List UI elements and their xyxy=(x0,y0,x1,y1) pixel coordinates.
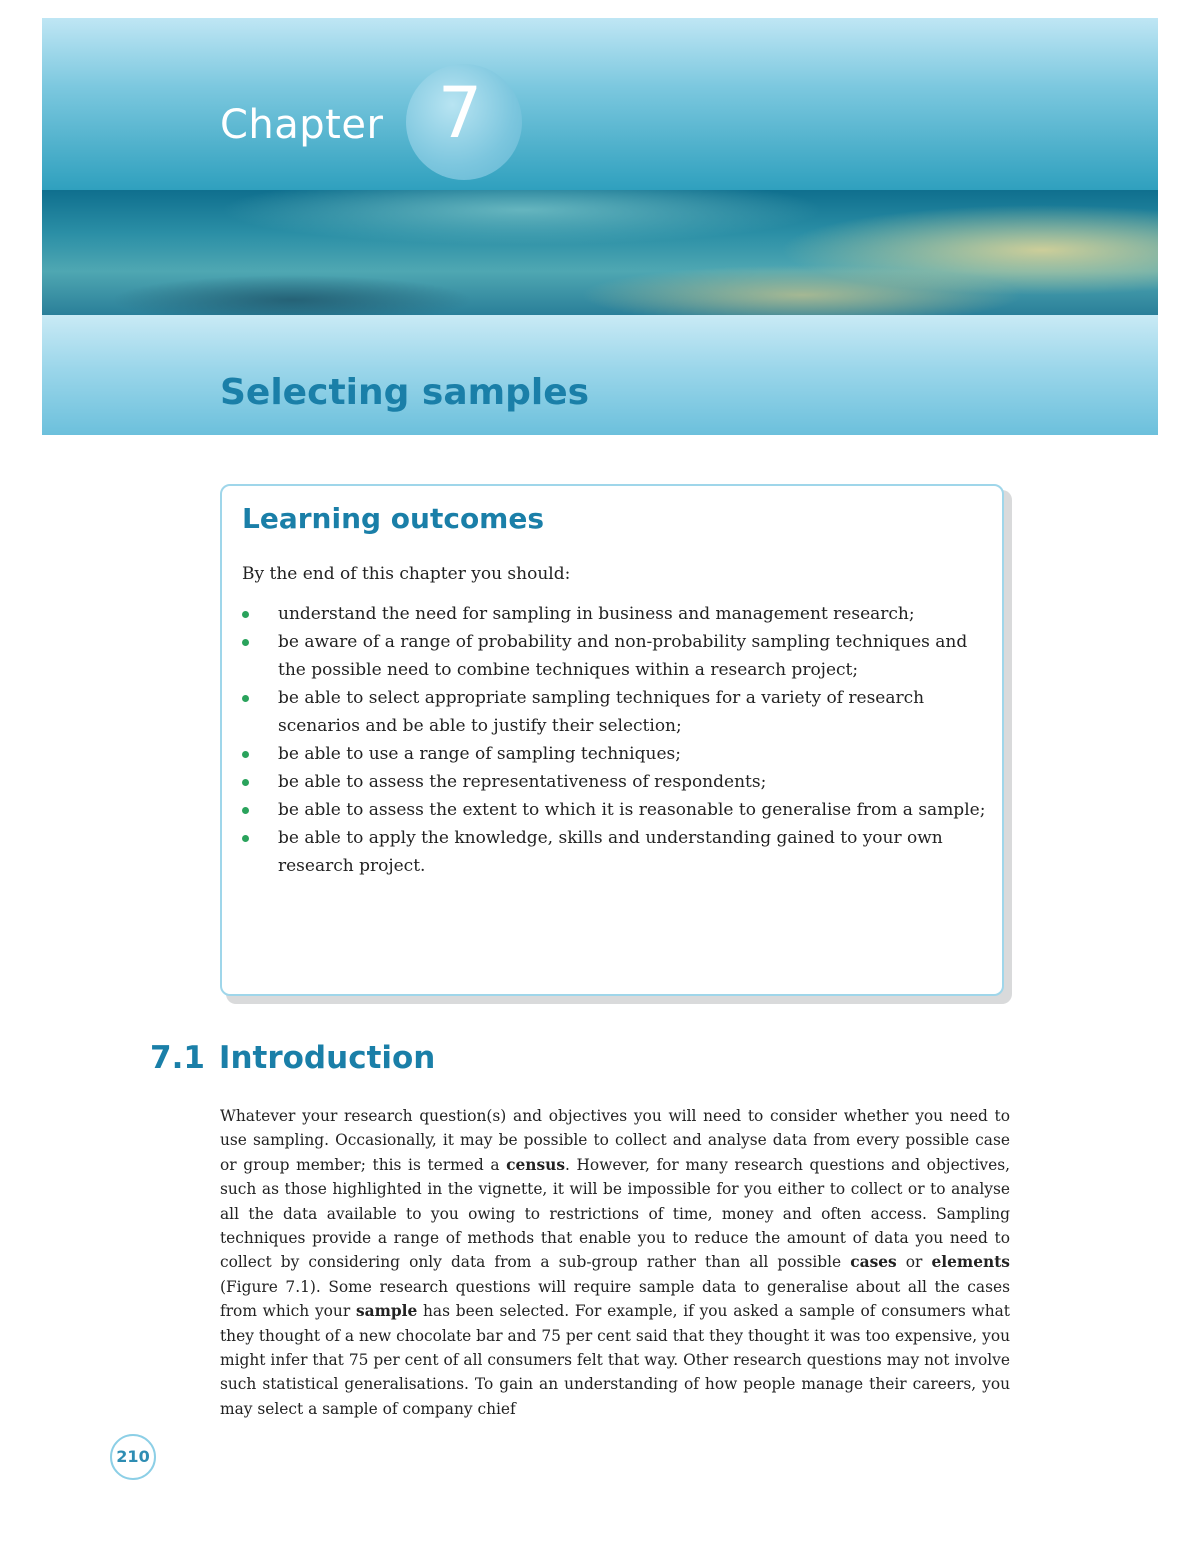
key-term-census: census xyxy=(506,1155,565,1174)
list-item xyxy=(242,684,992,740)
list-item-text: be able to use a range of sampling techniques; xyxy=(278,744,681,764)
key-term-elements: elements xyxy=(931,1253,1010,1272)
list-item-text: understand the need for sampling in business and management research; xyxy=(278,604,915,624)
bullet-icon xyxy=(242,639,249,646)
bullet-icon xyxy=(242,695,249,702)
learning-outcomes-intro: By the end of this chapter you should: xyxy=(242,564,571,584)
key-term-sample: sample xyxy=(355,1302,418,1321)
learning-outcomes-title: Learning outcomes xyxy=(242,502,545,535)
bullet-icon xyxy=(242,807,249,814)
text-run: or xyxy=(896,1253,932,1272)
chapter-label: Chapter xyxy=(220,102,384,148)
bullet-icon xyxy=(242,611,249,618)
list-item xyxy=(242,600,992,628)
chapter-header-band xyxy=(42,18,1158,190)
list-item-text: be able to select appropriate sampling techniques for a variety of research scenarios and be able to justify their selection; xyxy=(278,688,925,736)
learning-outcomes-list xyxy=(242,600,992,880)
section-title: Introduction xyxy=(218,1040,436,1076)
body-paragraph xyxy=(220,1104,1010,1421)
chapter-title-band xyxy=(42,315,1158,435)
list-item xyxy=(242,740,992,768)
section-number: 7.1 xyxy=(150,1040,205,1076)
list-item xyxy=(242,628,992,684)
list-item-text: be able to assess the representativeness of respondents; xyxy=(278,772,767,792)
list-item-text: be able to apply the knowledge, skills and understanding gained to your own research project. xyxy=(278,828,943,876)
list-item xyxy=(242,824,992,880)
bullet-icon xyxy=(242,835,249,842)
section-heading xyxy=(150,1040,435,1076)
text-run: . However, for many research questions and objectives, such as those highlighted in the vignette, it will be impossible for you either to collect or to analyse all the data available to you owing to restrictions of time, money and often access. Sampling techniques provide a range of methods that enable you to reduce the amount of data you need to collect by considering only data from a sub-group rather than all possible xyxy=(220,1155,1010,1272)
text-run: Whatever your research question(s) and objectives you will need to consider whether you need to use sampling. Occasionally, it may be possible to collect and analyse data from every possible case or group member; this is termed a xyxy=(220,1107,1010,1174)
list-item xyxy=(242,768,992,796)
list-item-text: be aware of a range of probability and non-probability sampling techniques and the possible need to combine techniques within a research project; xyxy=(278,632,968,680)
list-item-text: be able to assess the extent to which it is reasonable to generalise from a sample; xyxy=(278,800,986,820)
list-item xyxy=(242,796,992,824)
key-term-cases: cases xyxy=(850,1253,897,1272)
chapter-title: Selecting samples xyxy=(220,372,590,413)
chapter-header-image xyxy=(42,190,1158,315)
page-number: 210 xyxy=(116,1447,150,1466)
chapter-number: 7 xyxy=(437,72,483,154)
text-run: has been selected. For example, if you asked a sample of consumers what they thought of a new chocolate bar and 75 per cent said that they thought it was too expensive, you might infer that 75 per cent of all consumers felt that way. Other research questions may not involve such statistical generalisations. To gain an understanding of how people manage their careers, you may select a sample of company chief xyxy=(220,1302,1010,1418)
text-run: (Figure 7.1). Some research questions will require sample data to generalise about all the cases from which your xyxy=(220,1277,1010,1321)
bullet-icon xyxy=(242,751,249,758)
bullet-icon xyxy=(242,779,249,786)
